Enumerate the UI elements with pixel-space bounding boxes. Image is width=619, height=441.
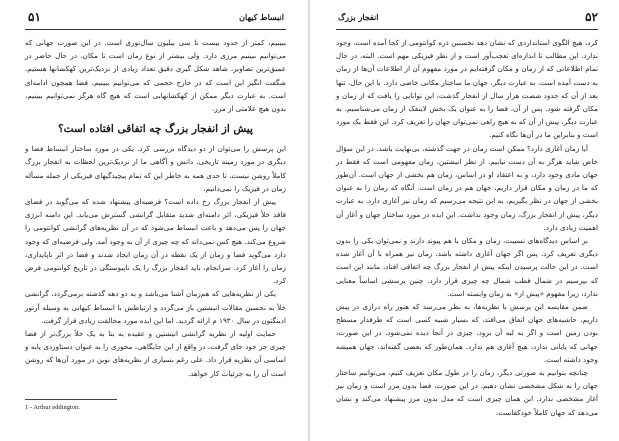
header-rule (336, 29, 598, 30)
paragraph: پیش از انفجار بزرگ رخ داده است؟ فرضیه‌ای پیشنهاد شده که می‌گوید در فضای فاقد خلأ فیزیکی، اثر دامنه‌ای شدید متقابل گرانشی گسترش می‌یابد. این دامنه انرژی جهان را پس می‌دهد و باعث انبساط می‌شود که در آن نظریه‌های گرانشی کوانتومی را شروع می‌کند. هیچ کس نمی‌داند که چه چیزی از آن به وجود آمد. ولی فرضیه‌ای که وجود دارد می‌گوید فضا و زمان از یک نقطه در آن زمان ایجاد شدند و فضا در اثر ناپایداری، زمان را آغاز کرد. سرانجام، باید انفجار بزرگ را یک ناپیوستگی در تاریخ کوانتومی فرض کرد. (25, 197, 286, 286)
paragraph: آیا زمان آغازی دارد؟ ممکن است زمان در جهت گذشته، بی‌نهایت باشد. در این سؤال خاص شاید هرگز به آن دست نیابیم. از نظر انیشتین، زمان مفهومی است که فقط در جهان مادی وجود دارد، و به اعتقاد او در اساس، زمان هم بخشی از جهان است. آن‌طور که ما در زمان و مکان قرار داریم، جهان هم در زمان است. آنگاه که زمان را به عنوان بخشی از جهان در نظر بگیریم، به این نتیجه می‌رسیم که زمان نیز آغازی دارد. به عبارت دیگر، پیش از انفجار بزرگ، زمان وجود نداشت. این ایده در مورد ساختار جهان و آغاز آن اهمیت زیادی دارد. (336, 143, 598, 232)
paragraph: این پرسش را می‌توان از دو دیدگاه بررسی کرد. یکی در مورد ساختار انبساط فضا و دیگری در مورد زمینه تاریخی. دانش و آگاهی ما از نزدیک‌ترین لحظات به انفجار بزرگ کاملاً روشن نیست. تا حدی همه به خاطر این که تمام پیچیدگیهای فیزیکی از جمله مسأله زمان در فیزیک را نمی‌دانیم. (25, 144, 286, 193)
right-page-body (336, 36, 598, 419)
left-page-header (0, 11, 309, 27)
right-page-header (310, 11, 619, 27)
paragraph: ضمن مقایسه این پرسش با نظریه‌ها، به نظر می‌رسد که هنوز راه درازی در پیش داریم. حاشیه‌های جهان اتفاق می‌افتد، که بسیار شبیه کسی است که طرفدار مسطح بودن زمین است و اگر به لبه آن برود، چیزی در آنجا دیده نمی‌شود. در این صورت، جهانی که پایانی ندارد، هیچ آغازی هم ندارد. همان‌طور که بعضی گفته‌اند، جهان همیشه وجود داشته است. (336, 302, 598, 364)
paragraph: کرد، هیچ الگوی استانداردی که نشان دهد نخستین ذره کوانتومی از کجا آمده است، وجود ندارد. این مطالب تا اندازه‌ای تعجب‌آور است و از نظر فیزیکی مهم است. البته، در حال تمام اطلاعاتی که از زمان و مکان گرفته‌ایم در مورد مفهوم آن از اطلاعات آن‌ها از زمان به دست آمده است. به عبارت دیگر، جهان ما ساختار مکانی خاصی دارد. با این حال، تنها بعد از آن که حدود شصت هزار سال از انفجار گذشت، این توانایی را یافت که از زمان و مکان گرفته شود. پس از آن، فضا را به عنوان یک بخش لاینفک از زمان می‌شناسیم. به عبارت دیگر، پیش از آن که به هیچ راهی نمی‌توان جهان را تعریف کرد. این فقط یک مورد است و بنابراین ما در آن‌ها نگاه کنیم. (336, 38, 598, 140)
left-page-body (25, 36, 286, 380)
paragraph: بر اساس دیدگاه‌های نسبیت، زمان و مکان با هم پیوند دارند و نمی‌توان یکی را بدون دیگری تعریف کرد. پس اگر جهان آغازی داشته باشد، زمان نیز همراه با آن آغاز شده است. در این حالت پرسیدن اینکه پیش از انفجار بزرگ چه اتفاقی افتاد، مانند این است که بپرسیم در شمال قطب شمال چه چیزی قرار دارد. چنین پرسشی اساساً معنایی ندارد، زیرا مفهوم «پیش از» به زمان وابسته است. (336, 236, 598, 298)
paragraph: یکی از نظریه‌هایی که هم‌زمان آشنا می‌باشد و به دو دهه گذشته برمی‌گردد، گرانشی خلأ به نحسین مقالات انیشتین باز می‌گردد و ارتباطش با انبساط کیهانی به وسیله آرتور ادینگتون در سال ۱۹۳۰ م ارائه گردید. اما این ایده مورد مخالفت زیادی قرار گرفت. (25, 289, 286, 325)
paragraph: چنانچه بتوانیم به صورتی دیگر، زمان را در طول مکان تعریف کنیم، می‌توانیم ساختار جهان را به شکل مشخصی نشان دهیم. در این صورت، فضا بدون مرز است و زمان نیز آغاز مشخصی ندارد. این همان چیزی است که مدل بدون مرز پیشنهاد می‌کند و نشان می‌دهد که جهان کاملاً خودکفاست. (336, 368, 598, 417)
page-number: ۵۲ (585, 10, 598, 24)
section-heading: پیش از انفجار بزرگ چه اتفاقی افتاده است؟ (58, 123, 253, 136)
paragraph: حمایت اولیه از نظریه گرانشی انیشتین و عقیده به بنا به یک خلأ بزرگ‌تر از فضا چیزی جز خود جای گرفت. در واقع از این جایگاهی، محوری را به عنوان دستاوردی پایه و اساسی آن نظریه قرار داد. علی رغم بسیاری از نظریه‌های نوین در مورد آن‌ها که روشن است آن را به جزئیات کار خواهد. (25, 329, 286, 378)
footnote-rule (25, 399, 117, 400)
footnote: 1 - Arthur eddington. (25, 404, 80, 411)
running-title: انبساط کیهان (239, 12, 284, 22)
running-title: انفجار بزرگ (338, 12, 379, 22)
paragraph: ببینیم، کمتر از حدود بیست تا سی بیلیون سال‌نوری است. در این صورت جهانی که می‌توانیم ببینیم مرزی دارد. ولی بیشتر از نوع زمان است تا مکان. در حال حاضر در عمیق‌ترین تصاویر، شاهد شکل گیری دقیق تعداد زیادی از نزدیک‌ترین کهکشانها هستیم. شگفت انگیز این است که در خارج حجمی که می‌توانیم ببینیم، فضا همچون ادامه‌ای است. به عبارت دیگر ممکن از کهکشانهایی است که هیچ گاه هرگز نمی‌توانیم ببینیم، بدون هیچ علامتی از مرز. (25, 38, 286, 114)
page-number: ۵۱ (28, 10, 41, 24)
left-page (0, 0, 309, 441)
header-rule (25, 29, 286, 30)
right-page (310, 0, 619, 441)
